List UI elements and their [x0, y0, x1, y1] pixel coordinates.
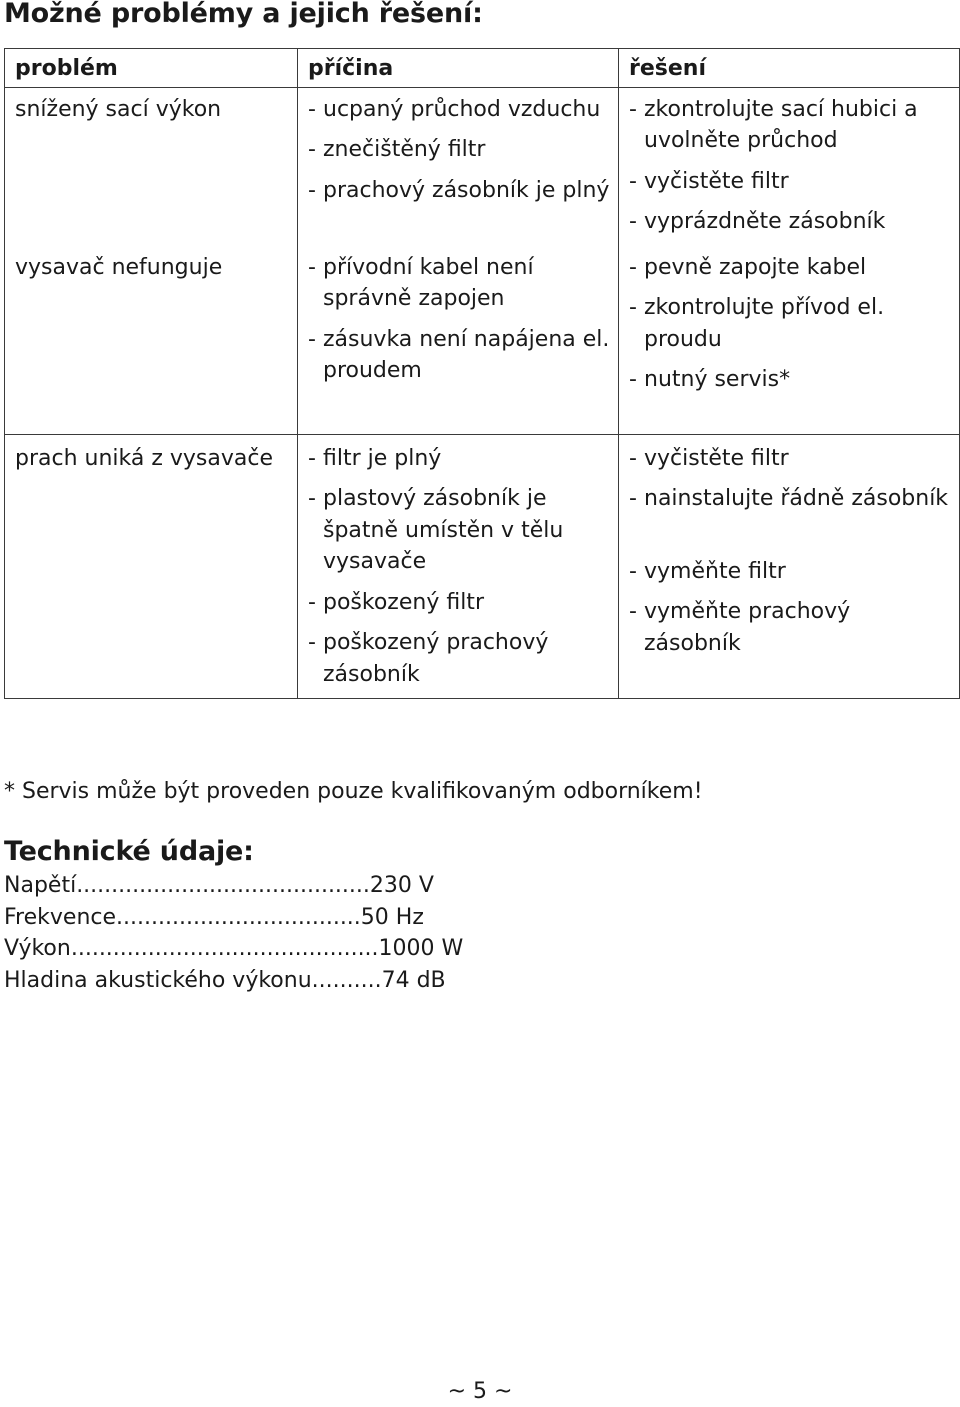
cause-text: znečištěný filtr	[323, 137, 486, 162]
cause-text: přívodní kabel není správně zapojen	[323, 254, 534, 311]
table-row	[5, 87, 960, 246]
spec-leader: ...................................	[116, 904, 361, 930]
cause-text: plastový zásobník je špatně umístěn v tělu vysavače	[323, 486, 564, 574]
spec-row	[4, 933, 564, 965]
solution-item: - pevně zapojte kabel	[629, 252, 951, 284]
cause-text: poškozený prachový zásobník	[323, 630, 549, 687]
spec-value: 50 Hz	[360, 904, 424, 930]
spec-label: Výkon	[4, 936, 71, 961]
solution-text: vyměňte prachový zásobník	[644, 599, 851, 656]
cause-text: zásuvka není napájena el. proudem	[323, 326, 610, 383]
problem-cell	[5, 87, 298, 246]
cause-text: poškozený filtr	[323, 589, 484, 615]
table-row	[5, 434, 960, 699]
spec-row	[4, 965, 564, 997]
header-solution: řešení	[619, 49, 960, 88]
problem-text: snížený sací výkon	[15, 96, 222, 122]
spec-value: 230 V	[369, 873, 434, 898]
problem-text: vysavač nefunguje	[15, 254, 223, 280]
solution-item: - vyčistěte filtr	[629, 443, 951, 475]
cause-text: filtr je plný	[323, 445, 442, 471]
solution-text: vyčistěte filtr	[644, 168, 789, 194]
header-problem: problém	[5, 49, 298, 88]
solution-item: - vyprázdněte zásobník	[629, 206, 951, 238]
cause-item: - filtr je plný	[308, 443, 610, 475]
solution-item: - nutný servis*	[629, 364, 951, 396]
solution-text: zkontrolujte přívod el. proudu	[644, 295, 885, 352]
solution-item: - vyměňte prachový zásobník	[629, 596, 951, 659]
solution-item: - zkontrolujte přívod el. proudu	[629, 292, 951, 355]
spec-value: 74 dB	[381, 967, 446, 993]
cause-item: - zásuvka není napájena el. proudem	[308, 324, 610, 387]
cause-item: - plastový zásobník je špatně umístěn v tělu vysavače	[308, 483, 610, 578]
spec-value: 1000 W	[378, 936, 464, 961]
service-footnote: * Servis může být proveden pouze kvalifikovaným odborníkem!	[4, 779, 703, 804]
solution-text: zkontrolujte sací hubici a uvolněte průchod	[644, 96, 918, 153]
solution-text: vyčistěte filtr	[644, 445, 789, 471]
problem-cell	[5, 434, 298, 699]
header-cause: příčina	[298, 49, 619, 88]
solution-item: - zkontrolujte sací hubici a uvolněte průchod	[629, 94, 951, 157]
cause-item: - prachový zásobník je plný	[308, 175, 610, 207]
solution-text: pevně zapojte kabel	[644, 254, 867, 280]
solution-cell	[619, 246, 960, 435]
tech-specs-title: Technické údaje:	[4, 836, 254, 867]
cause-item: - poškozený filtr	[308, 587, 610, 619]
problem-cell	[5, 246, 298, 435]
solution-cell	[619, 87, 960, 246]
solution-text: nainstalujte řádně zásobník	[644, 486, 949, 511]
spec-leader: ..........................................	[76, 873, 370, 898]
spec-label: Hladina akustického výkonu	[4, 967, 312, 993]
cause-cell	[298, 434, 619, 699]
cause-text: ucpaný průchod vzduchu	[323, 96, 601, 122]
cause-item: - ucpaný průchod vzduchu	[308, 94, 610, 126]
cause-cell	[298, 246, 619, 435]
section-title: Možné problémy a jejich řešení:	[4, 0, 483, 29]
solution-cell	[619, 434, 960, 699]
spec-row	[4, 902, 564, 934]
solution-item: - vyměňte filtr	[629, 556, 951, 588]
problem-text: prach uniká z vysavače	[15, 445, 274, 471]
cause-cell	[298, 87, 619, 246]
spec-label: Frekvence	[4, 904, 117, 930]
table-row	[5, 246, 960, 435]
tech-specs-list	[4, 870, 564, 996]
cause-item: - poškozený prachový zásobník	[308, 627, 610, 690]
spec-leader: ............................................	[70, 936, 379, 961]
spec-row	[4, 870, 564, 902]
solution-text: nutný servis*	[644, 367, 791, 392]
cause-item: - znečištěný filtr	[308, 134, 610, 166]
solution-text: vyměňte filtr	[644, 558, 786, 584]
spec-label: Napětí	[4, 873, 77, 898]
spec-leader: ..........	[311, 967, 382, 993]
cause-text: prachový zásobník je plný	[323, 177, 610, 203]
troubleshooting-table	[4, 48, 960, 699]
cause-item: - přívodní kabel není správně zapojen	[308, 252, 610, 315]
table-header-row	[5, 49, 960, 88]
solution-item: - nainstalujte řádně zásobník	[629, 483, 951, 515]
solution-item: - vyčistěte filtr	[629, 166, 951, 198]
page-number: ~ 5 ~	[447, 1379, 513, 1404]
solution-text: vyprázdněte zásobník	[644, 209, 886, 234]
